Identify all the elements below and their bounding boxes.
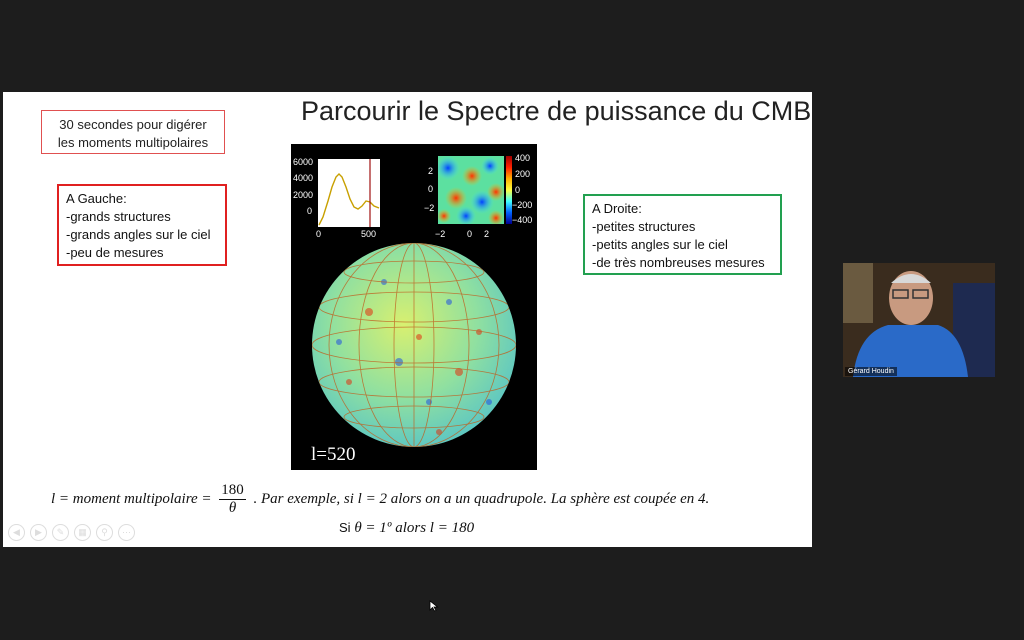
note-line-1: 30 secondes pour digérer: [59, 117, 207, 132]
left-explanation-box: [57, 184, 227, 266]
colorbar-tick: −400: [512, 215, 533, 225]
right-explanation-box: [583, 194, 782, 275]
participant-video: [843, 263, 995, 377]
formula-fraction: [219, 482, 246, 517]
colorbar-tick: 0: [515, 185, 521, 195]
presentation-slide: [3, 92, 812, 547]
colorbar-tick: −200: [512, 200, 533, 210]
zoom-icon[interactable]: ⚲: [96, 524, 113, 541]
plot-y-tick: 4000: [293, 173, 314, 183]
previous-slide-icon[interactable]: ◀: [8, 524, 25, 541]
power-spectrum-plot: [318, 159, 380, 227]
multipole-label: l=520: [311, 444, 356, 465]
slides-grid-icon[interactable]: ▦: [74, 524, 91, 541]
cmb-figure: [291, 144, 537, 470]
slideshow-toolbar: [8, 524, 135, 541]
webcam-tile: [843, 263, 995, 377]
left-box-line: -grands structures: [66, 209, 171, 224]
fraction-denominator: θ: [228, 500, 237, 516]
mouse-cursor-icon: [429, 600, 439, 612]
plot-y-tick: 0: [307, 206, 313, 216]
theta-expression: θ = 1º alors l = 180: [350, 520, 475, 536]
colorbar-tick: 400: [515, 153, 531, 163]
si-word: Si: [339, 520, 351, 535]
fraction-numerator: 180: [221, 482, 244, 498]
time-note-box: [41, 110, 225, 154]
map-y-tick: 2: [428, 166, 434, 176]
multipole-formula: [51, 482, 709, 517]
plot-x-tick: 500: [361, 229, 377, 239]
map-x-tick: −2: [435, 229, 446, 239]
next-slide-icon[interactable]: ▶: [30, 524, 47, 541]
formula-rhs: . Par exemple, si l = 2 alors on a un quadrupole. La sphère est coupée en 4.: [249, 490, 710, 507]
colorbar: [506, 156, 512, 224]
map-x-tick: 0: [467, 229, 473, 239]
cmb-sphere: [309, 242, 519, 448]
right-box-line: -de très nombreuses mesures: [592, 255, 765, 270]
local-sky-heatmap: [438, 156, 504, 224]
right-box-line: A Droite:: [592, 201, 642, 216]
plot-y-tick: 2000: [293, 190, 314, 200]
slide-title: Parcourir le Spectre de puissance du CMB: [301, 96, 812, 126]
map-y-tick: −2: [424, 203, 435, 213]
plot-x-tick: 0: [316, 229, 322, 239]
map-x-tick: 2: [484, 229, 490, 239]
more-options-icon[interactable]: ⋯: [118, 524, 135, 541]
theta-example: [339, 520, 474, 537]
note-line-2: les moments multipolaires: [57, 135, 209, 150]
left-box-line: -peu de mesures: [66, 245, 164, 260]
map-y-tick: 0: [428, 184, 434, 194]
participant-name: Gérard Houdin: [845, 367, 897, 376]
pen-icon[interactable]: ✎: [52, 524, 69, 541]
left-box-line: A Gauche:: [66, 191, 127, 206]
right-box-line: -petites structures: [592, 219, 696, 234]
left-box-line: -grands angles sur le ciel: [66, 227, 211, 242]
colorbar-tick: 200: [515, 169, 531, 179]
right-box-line: -petits angles sur le ciel: [592, 237, 728, 252]
plot-y-tick: 6000: [293, 157, 314, 167]
formula-lhs: l = moment multipolaire =: [51, 490, 216, 507]
